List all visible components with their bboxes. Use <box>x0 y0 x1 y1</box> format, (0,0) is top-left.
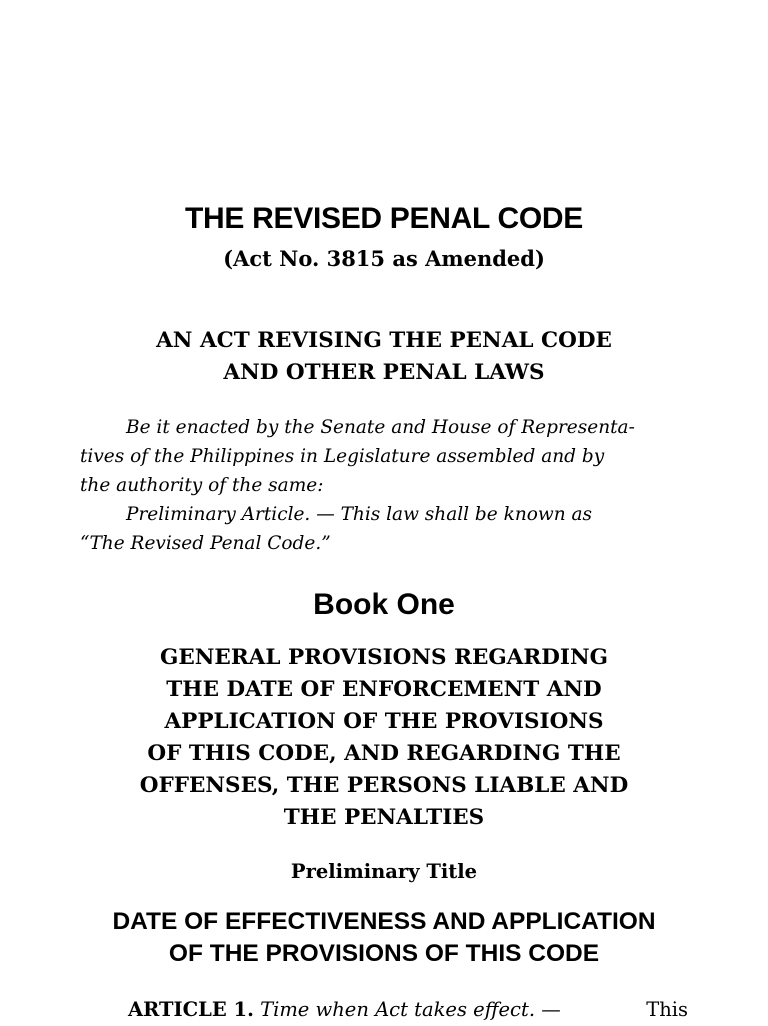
act-title <box>0 325 768 389</box>
document-subtitle: (Act No. 3815 as Amended) <box>223 246 545 271</box>
act-title-line: AN ACT REVISING THE PENAL CODE <box>156 328 612 353</box>
preliminary-article <box>80 500 688 558</box>
enactment-clause <box>80 413 688 500</box>
article-text: This <box>646 998 688 1021</box>
article-label: ARTICLE 1. <box>128 998 254 1021</box>
heading-line: OF THIS CODE, AND REGARDING THE <box>147 741 621 766</box>
heading-line: GENERAL PROVISIONS REGARDING <box>160 645 608 670</box>
preliminary-article-line: “The Revised Penal Code.” <box>80 533 331 554</box>
preliminary-title: Preliminary Title <box>290 860 478 883</box>
date-effectiveness-heading <box>0 906 768 970</box>
article-heading: Time when Act takes effect. <box>260 998 536 1021</box>
book-heading: Book One <box>313 588 455 621</box>
preliminary-article-line: Preliminary Article. — This law shall be known as <box>126 504 593 525</box>
heading-line: DATE OF EFFECTIVENESS AND APPLICATION <box>112 908 656 935</box>
article-1 <box>80 994 688 1026</box>
act-title-line: AND OTHER PENAL LAWS <box>223 360 545 385</box>
heading-line: THE PENALTIES <box>283 805 485 830</box>
article-dash: — <box>541 998 561 1021</box>
heading-line: OF THE PROVISIONS OF THIS CODE <box>168 940 600 967</box>
heading-line: APPLICATION OF THE PROVISIONS <box>164 709 604 734</box>
heading-line: OFFENSES, THE PERSONS LIABLE AND <box>139 773 629 798</box>
document-title: THE REVISED PENAL CODE <box>185 202 583 235</box>
heading-line: THE DATE OF ENFORCEMENT AND <box>166 677 602 702</box>
enactment-line: Be it enacted by the Senate and House of Representa- <box>126 417 635 438</box>
enactment-line: the authority of the same: <box>80 475 324 496</box>
general-provisions-heading <box>0 642 768 834</box>
enactment-line: tives of the Philippines in Legislature assembled and by <box>80 446 605 467</box>
